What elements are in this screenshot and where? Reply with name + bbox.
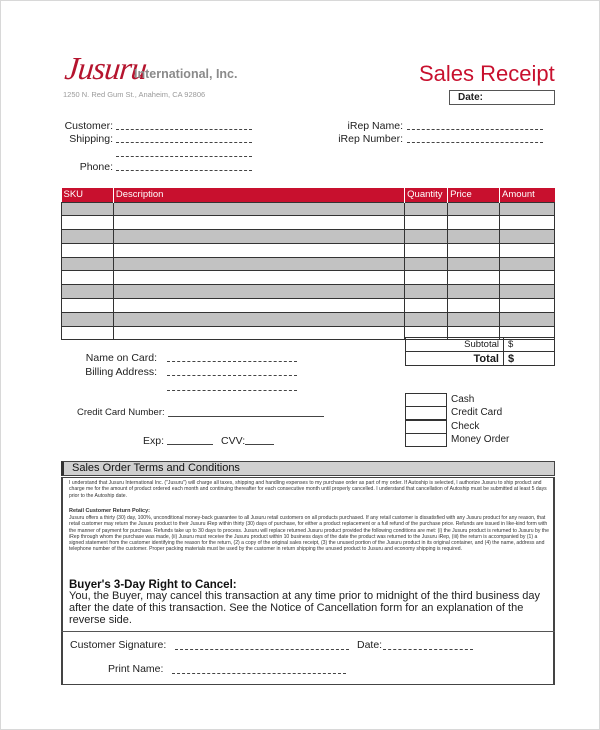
billing-address-field-line-2[interactable] xyxy=(167,390,297,391)
amount-cell[interactable] xyxy=(500,243,555,257)
price-cell[interactable] xyxy=(448,202,500,216)
items-header-row xyxy=(62,188,555,202)
name-on-card-label: Name on Card: xyxy=(85,352,157,364)
quantity-cell[interactable] xyxy=(405,216,448,230)
price-cell[interactable] xyxy=(448,312,500,326)
table-row xyxy=(62,243,555,257)
company-address: 1250 N. Red Gum St., Anaheim, CA 92806 xyxy=(63,90,206,99)
table-row xyxy=(62,299,555,313)
amount-cell[interactable] xyxy=(500,312,555,326)
print-name-field[interactable] xyxy=(172,673,346,674)
price-cell[interactable] xyxy=(448,216,500,230)
customer-signature-field[interactable] xyxy=(175,649,349,650)
credit-card-label: Credit Card xyxy=(451,407,503,418)
signature-divider xyxy=(61,631,555,632)
sku-cell[interactable] xyxy=(62,326,114,340)
subtotal-value[interactable]: $ xyxy=(504,338,555,352)
total-label: Total xyxy=(406,352,504,366)
price-cell[interactable] xyxy=(448,271,500,285)
cvv-field[interactable] xyxy=(245,444,274,445)
sku-cell[interactable] xyxy=(62,202,114,216)
billing-address-field[interactable] xyxy=(167,375,297,376)
cancel-right-text: You, the Buyer, may cancel this transaction at any time prior to midnight of the third business day after the date of this transaction. See the Notice of Cancellation form for an explanation of the reverse side. xyxy=(69,590,541,626)
quantity-cell[interactable] xyxy=(405,257,448,271)
shipping-label: Shipping: xyxy=(69,133,113,145)
shipping-field-line-2[interactable] xyxy=(116,156,252,157)
irep-name-label: iRep Name: xyxy=(347,120,403,132)
subtotal-row xyxy=(406,338,555,352)
description-cell[interactable] xyxy=(113,299,404,313)
column-header-description: Description xyxy=(113,188,404,202)
description-cell[interactable] xyxy=(113,243,404,257)
signature-date-field[interactable] xyxy=(383,649,473,650)
print-name-label: Print Name: xyxy=(108,663,164,675)
table-row xyxy=(62,312,555,326)
description-cell[interactable] xyxy=(113,216,404,230)
irep-number-field[interactable] xyxy=(407,142,543,143)
quantity-cell[interactable] xyxy=(405,202,448,216)
credit-card-checkbox[interactable] xyxy=(405,406,447,420)
total-value[interactable]: $ xyxy=(504,352,555,366)
check-checkbox[interactable] xyxy=(405,420,447,434)
table-row xyxy=(62,285,555,299)
amount-cell[interactable] xyxy=(500,299,555,313)
column-header-price: Price xyxy=(448,188,500,202)
billing-address-label: Billing Address: xyxy=(85,366,157,378)
amount-cell[interactable] xyxy=(500,230,555,244)
subtotal-label: Subtotal xyxy=(406,338,504,352)
cash-checkbox[interactable] xyxy=(405,393,447,407)
customer-signature-label: Customer Signature: xyxy=(70,639,167,651)
terms-heading: Sales Order Terms and Conditions xyxy=(61,461,555,476)
quantity-cell[interactable] xyxy=(405,285,448,299)
amount-cell[interactable] xyxy=(500,202,555,216)
total-row xyxy=(406,352,555,366)
terms-intro-text: I understand that Jusuru International Inc. ("Jusuru") will charge all taxes, shipping and handling expenses to my purchase order as part of my order. If Autoship is selected, I authorize Jusuru to ship product and charge me for the amount of product ordered each month and continuing thereafter for each consecutive month until properly cancelled. I understand that cancellation of Autoship must be submitted at least 5 days prior to the Autoship date. xyxy=(69,480,547,499)
price-cell[interactable] xyxy=(448,285,500,299)
sku-cell[interactable] xyxy=(62,271,114,285)
signature-date-label: Date: xyxy=(357,639,383,651)
return-policy-text: Jusuru offers a thirty (30) day, 100%, unconditional money-back guarantee to all Jusuru retail customers on all products purchased. If any retail customer is dissatisfied with any Jusuru product for any reason, that retail customer may return the Jusuru product to their Jusuru iRep within thirty (30) days of purchase, for either a product replacement or a full refund of the purchase price. Refunds are issued in like-kind form with the manner of payment for purchase. Refunds take up to 30 days to process. Jusuru will replace returned Jusuru product provided the following conditions are met: (i) the Jusuru product is returned to Jusuru by the iRep through whom the purchase was made, (ii) Jusuru must receive the Jusuru product within 10 business days of the date the product was returned to the Jusuru iRep, (iii) the return is accompanied by (1) a signed statement from the customer identifying the reason for the return, (2) a copy of the original sales receipt, (3) the unused portion of the Jusuru product in its original container, and (4) the name, address and telephone number of the customer. Proper packing materials must be used by the customer in return shipping the unused product to Jusuru and economy shipping is required. xyxy=(69,515,549,553)
company-logo: Jusuru xyxy=(63,50,149,86)
cancel-right-title: Buyer's 3-Day Right to Cancel: xyxy=(69,579,237,591)
price-cell[interactable] xyxy=(448,230,500,244)
page-title: Sales Receipt xyxy=(419,61,555,86)
card-number-field[interactable] xyxy=(168,416,324,417)
price-cell[interactable] xyxy=(448,243,500,257)
description-cell[interactable] xyxy=(113,312,404,326)
column-header-quantity: Quantity xyxy=(405,188,448,202)
amount-cell[interactable] xyxy=(500,257,555,271)
totals-table xyxy=(405,337,555,366)
cash-label: Cash xyxy=(451,394,475,405)
irep-name-field[interactable] xyxy=(407,129,543,130)
column-header-amount: Amount xyxy=(500,188,555,202)
sku-cell[interactable] xyxy=(62,285,114,299)
quantity-cell[interactable] xyxy=(405,271,448,285)
cvv-label: CVV: xyxy=(221,435,246,447)
date-field[interactable] xyxy=(449,90,555,105)
table-row xyxy=(62,230,555,244)
check-label: Check xyxy=(451,421,480,432)
exp-field[interactable] xyxy=(167,444,213,445)
column-header-sku: SKU xyxy=(62,188,114,202)
quantity-cell[interactable] xyxy=(405,230,448,244)
description-cell[interactable] xyxy=(113,285,404,299)
description-cell[interactable] xyxy=(113,257,404,271)
quantity-cell[interactable] xyxy=(405,299,448,313)
amount-cell[interactable] xyxy=(500,271,555,285)
sku-cell[interactable] xyxy=(62,312,114,326)
sku-cell[interactable] xyxy=(62,299,114,313)
sku-cell[interactable] xyxy=(62,230,114,244)
description-cell[interactable] xyxy=(113,230,404,244)
description-cell[interactable] xyxy=(113,271,404,285)
sku-cell[interactable] xyxy=(62,243,114,257)
money-order-checkbox[interactable] xyxy=(405,433,447,447)
money-order-label: Money Order xyxy=(451,434,510,445)
table-row xyxy=(62,216,555,230)
phone-field[interactable] xyxy=(116,170,252,171)
customer-field[interactable] xyxy=(116,129,252,130)
shipping-field[interactable] xyxy=(116,142,252,143)
phone-label: Phone: xyxy=(79,161,113,173)
items-table xyxy=(61,188,555,340)
description-cell[interactable] xyxy=(113,326,404,340)
sku-cell[interactable] xyxy=(62,257,114,271)
amount-cell[interactable] xyxy=(500,285,555,299)
quantity-cell[interactable] xyxy=(405,312,448,326)
irep-number-label: iRep Number: xyxy=(338,133,403,145)
description-cell[interactable] xyxy=(113,202,404,216)
table-row xyxy=(62,202,555,216)
return-policy-title: Retail Customer Return Policy: xyxy=(69,508,150,514)
exp-label: Exp: xyxy=(143,435,165,447)
name-on-card-field[interactable] xyxy=(167,361,297,362)
company-name: International, Inc. xyxy=(134,67,238,81)
date-label: Date: xyxy=(458,92,484,103)
customer-label: Customer: xyxy=(64,120,113,132)
price-cell[interactable] xyxy=(448,257,500,271)
card-number-label: Credit Card Number: xyxy=(77,407,165,418)
price-cell[interactable] xyxy=(448,299,500,313)
table-row xyxy=(62,271,555,285)
quantity-cell[interactable] xyxy=(405,243,448,257)
sku-cell[interactable] xyxy=(62,216,114,230)
table-row xyxy=(62,257,555,271)
amount-cell[interactable] xyxy=(500,216,555,230)
